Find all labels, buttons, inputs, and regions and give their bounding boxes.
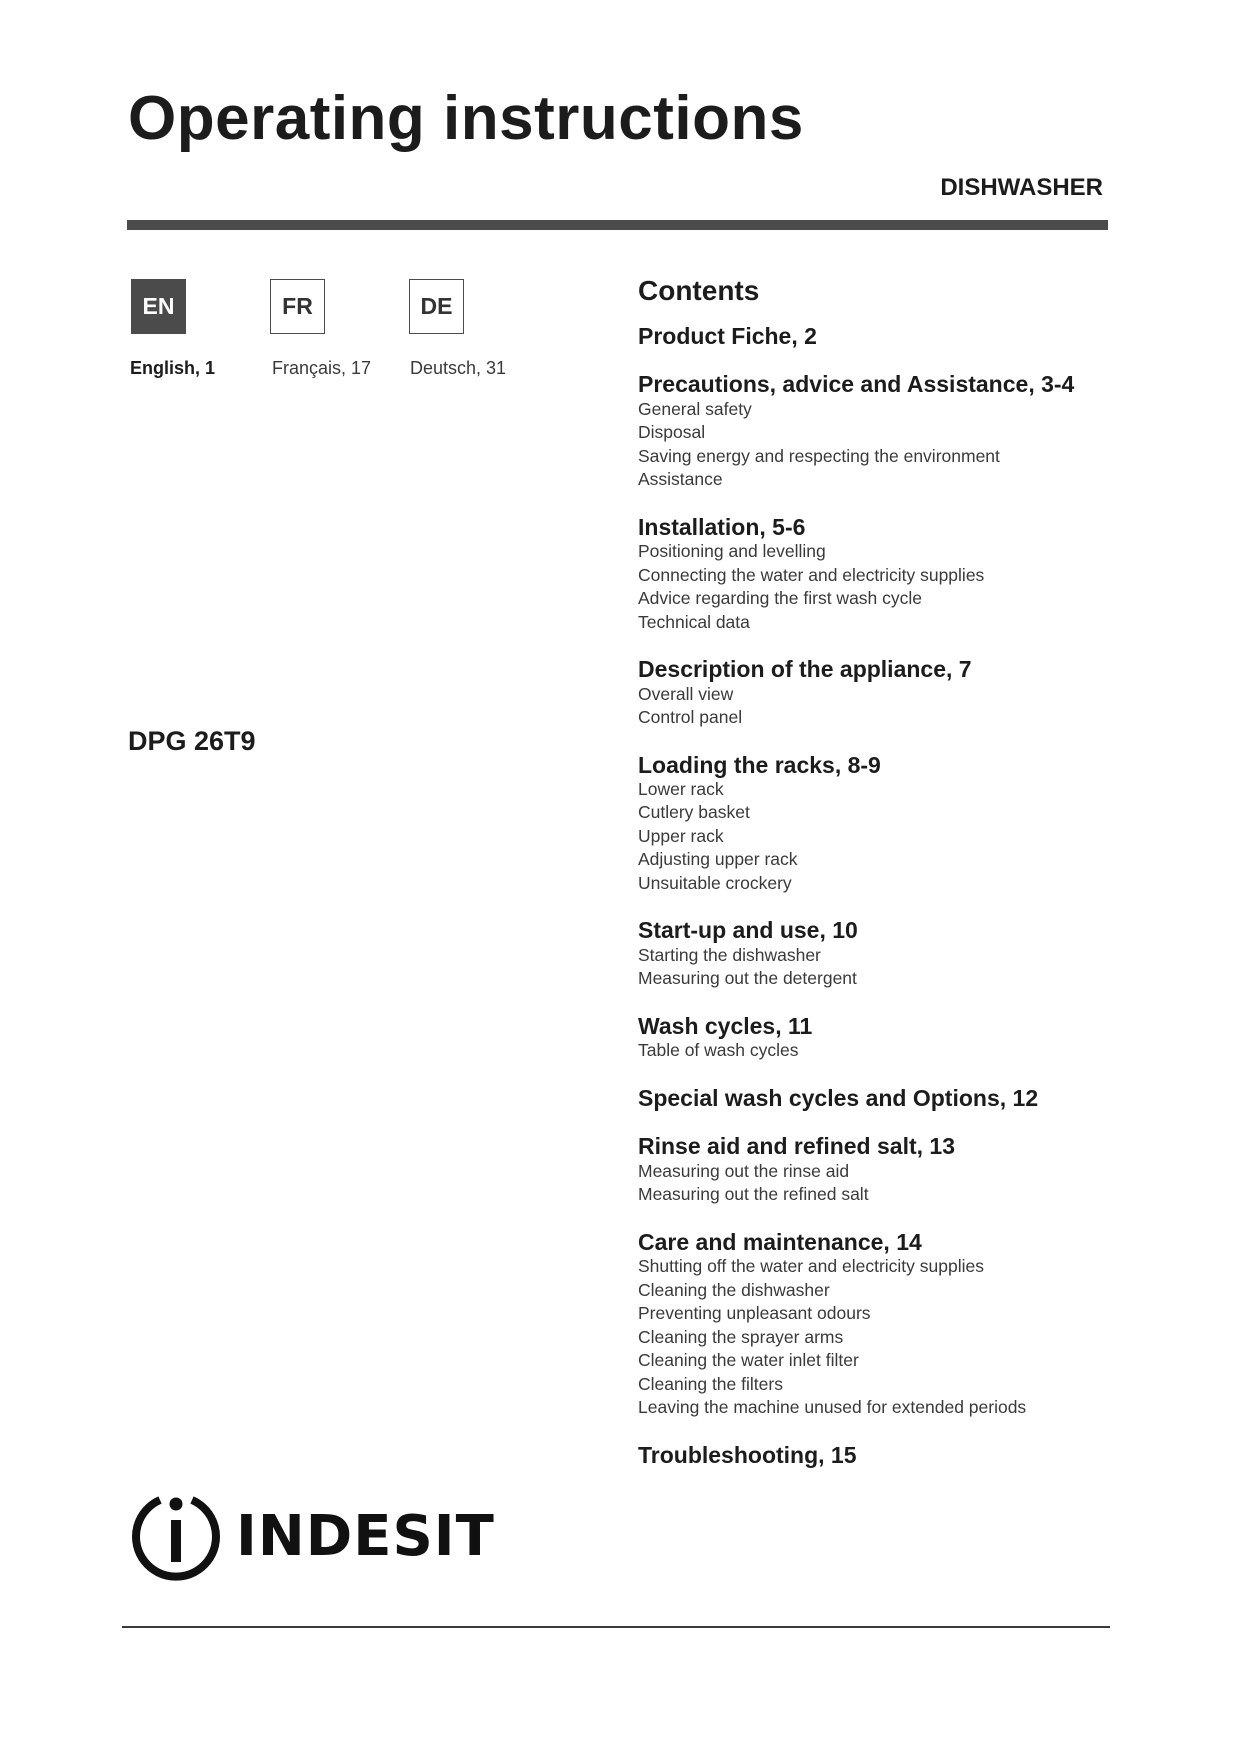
- toc-heading[interactable]: Precautions, advice and Assistance, 3-4: [638, 371, 1075, 398]
- toc-subitem[interactable]: Disposal: [638, 422, 706, 443]
- toc-subitem[interactable]: Connecting the water and electricity supplies: [638, 564, 985, 585]
- toc-subitem[interactable]: Table of wash cycles: [638, 1040, 799, 1061]
- toc-section: [638, 656, 1108, 729]
- toc-heading[interactable]: Wash cycles, 11: [638, 1012, 813, 1039]
- product-type: DISHWASHER: [940, 174, 1103, 201]
- lang-label-de[interactable]: Deutsch, 31: [410, 358, 507, 378]
- toc-subitem[interactable]: Cleaning the sprayer arms: [638, 1326, 844, 1347]
- indesit-i-circle-icon: [130, 1490, 222, 1582]
- toc-section: [638, 1013, 1108, 1063]
- toc-heading[interactable]: Product Fiche, 2: [638, 322, 817, 349]
- toc-sections: [638, 323, 1108, 1468]
- toc-subitem[interactable]: Advice regarding the first wash cycle: [638, 588, 923, 609]
- toc-subitem[interactable]: Cleaning the dishwasher: [638, 1279, 830, 1300]
- toc-section: [638, 752, 1108, 896]
- toc-section: [638, 1085, 1108, 1111]
- toc-heading[interactable]: Troubleshooting, 15: [638, 1441, 857, 1468]
- lang-tab-en[interactable]: EN: [131, 279, 186, 334]
- toc-subitem[interactable]: General safety: [638, 398, 752, 419]
- toc-section: [638, 917, 1108, 990]
- toc-subitem[interactable]: Cleaning the filters: [638, 1373, 783, 1394]
- footer-rule: [122, 1626, 1110, 1628]
- toc-section: [638, 1229, 1108, 1420]
- toc-subitem[interactable]: Adjusting upper rack: [638, 849, 798, 870]
- toc-subitem[interactable]: Starting the dishwasher: [638, 944, 821, 965]
- toc-heading[interactable]: Care and maintenance, 14: [638, 1228, 922, 1255]
- toc-heading[interactable]: Installation, 5-6: [638, 513, 806, 540]
- toc-subitem[interactable]: Measuring out the refined salt: [638, 1184, 869, 1205]
- lang-label-en[interactable]: English, 1: [130, 358, 216, 378]
- contents-title: Contents: [638, 275, 760, 306]
- toc-subitem[interactable]: Technical data: [638, 611, 750, 632]
- toc-subitem[interactable]: Assistance: [638, 469, 723, 490]
- toc-subitem[interactable]: Lower rack: [638, 778, 724, 799]
- toc-subitem[interactable]: Control panel: [638, 707, 743, 728]
- toc-subitem[interactable]: Upper rack: [638, 825, 724, 846]
- toc-heading[interactable]: Special wash cycles and Options, 12: [638, 1084, 1039, 1111]
- toc-subitem[interactable]: Leaving the machine unused for extended periods: [638, 1397, 1027, 1418]
- lang-label-fr[interactable]: Français, 17: [272, 358, 372, 378]
- toc-subitem[interactable]: Measuring out the rinse aid: [638, 1160, 850, 1181]
- toc-section: [638, 323, 1108, 349]
- model-number: DPG 26T9: [128, 726, 256, 756]
- toc-subitem[interactable]: Cutlery basket: [638, 802, 750, 823]
- toc-heading[interactable]: Rinse aid and refined salt, 13: [638, 1133, 955, 1160]
- toc-subitem[interactable]: Positioning and levelling: [638, 541, 826, 562]
- toc-section: [638, 371, 1108, 491]
- brand-logo: [130, 1490, 495, 1582]
- brand-name: INDESIT: [236, 1503, 495, 1569]
- toc-subitem[interactable]: Overall view: [638, 683, 734, 704]
- toc-heading[interactable]: Start-up and use, 10: [638, 917, 858, 944]
- lang-tab-de[interactable]: DE: [409, 279, 464, 334]
- toc-subitem[interactable]: Preventing unpleasant odours: [638, 1303, 871, 1324]
- toc-subitem[interactable]: Unsuitable crockery: [638, 872, 792, 893]
- toc-section: [638, 514, 1108, 634]
- lang-tab-fr[interactable]: FR: [270, 279, 325, 334]
- toc-heading[interactable]: Loading the racks, 8-9: [638, 751, 881, 778]
- toc-section: [638, 1133, 1108, 1206]
- document-title: Operating instructions: [128, 84, 804, 153]
- toc-subitem[interactable]: Cleaning the water inlet filter: [638, 1350, 859, 1371]
- table-of-contents: [638, 276, 1108, 1490]
- toc-subitem[interactable]: Measuring out the detergent: [638, 968, 857, 989]
- header-bar: [127, 220, 1108, 230]
- toc-subitem[interactable]: Saving energy and respecting the environment: [638, 445, 1000, 466]
- toc-heading[interactable]: Description of the appliance, 7: [638, 656, 972, 683]
- toc-section: [638, 1442, 1108, 1468]
- toc-subitem[interactable]: Shutting off the water and electricity supplies: [638, 1256, 984, 1277]
